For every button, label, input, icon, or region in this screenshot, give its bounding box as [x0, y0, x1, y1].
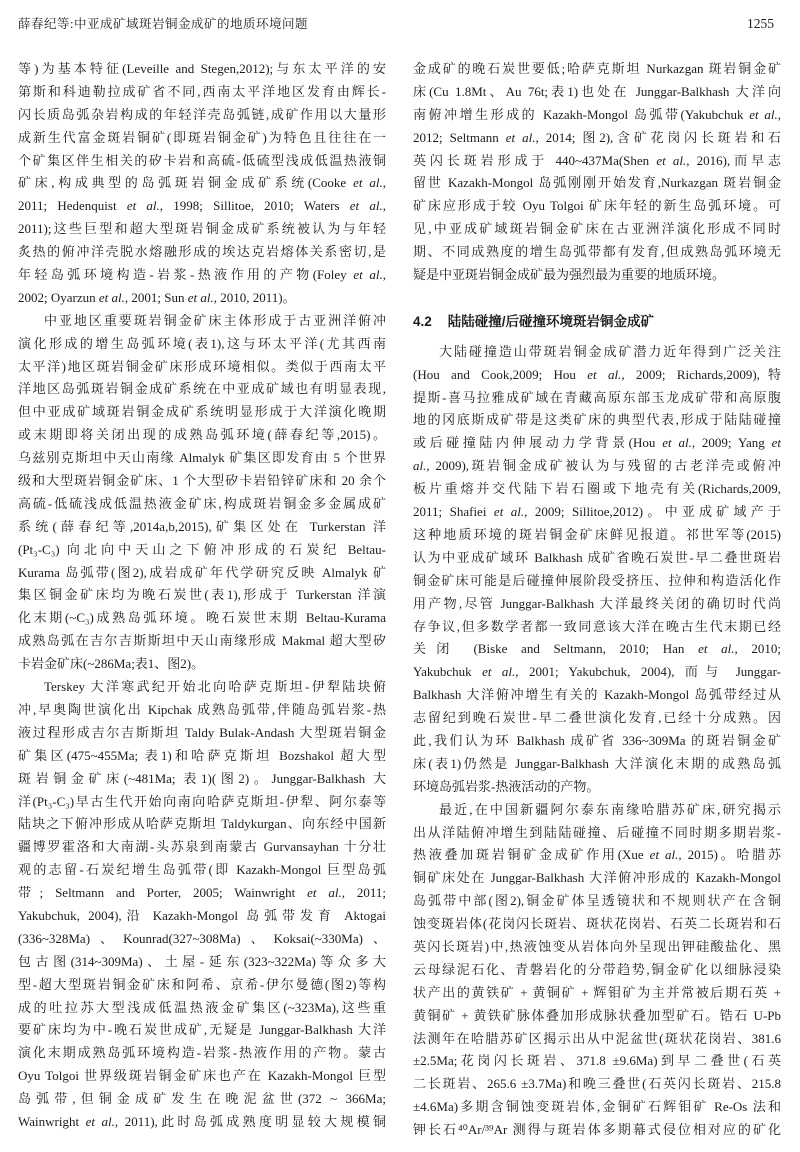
text-line: 这种地质环境的斑岩铜金矿床鲜见报道。祁世军等(2015)	[413, 526, 781, 542]
text-line: 床(表1)仍然是 Junggar-Balkhash 大洋演化末期的成熟岛弧	[413, 755, 781, 771]
paragraph	[18, 58, 386, 310]
text-line: 二长斑岩、265.6 ±3.7Ma)和晚三叠世(石英闪长斑岩、215.8	[413, 1076, 781, 1092]
section-heading	[413, 311, 781, 334]
text-line: 冲,早奥陶世演化出 Kipchak 成熟岛弧带,伴随岛弧岩浆-热	[18, 701, 386, 717]
text-line: 岛弧带中部(图2),铜金矿体呈透镜状和不规则状产在含铜	[413, 893, 781, 909]
text-line: 乌兹别克斯坦中天山南缘 Almalyk 矿集区即发育由 5 个世界	[18, 450, 386, 466]
text-line: 地的冈底斯成矿带是这类矿床的典型代表,形成于陆陆碰撞	[413, 412, 781, 428]
text-line: 或后碰撞陆内伸展动力学背景(Hou et al., 2009; Yang et	[413, 435, 781, 451]
text-line: 岛弧带,但铜金成矿发生在晚泥盆世(372 ~ 366Ma;	[18, 1091, 386, 1107]
text-line: 此,我们认为环 Balkhash 成矿省 336~309Ma 的斑岩铜金矿	[413, 732, 781, 748]
text-line: 液过程形成吉尔吉斯斯坦 Taldy Bulak-Andash 大型斑岩铜金	[18, 724, 386, 740]
text-line: 黄铜矿 + 黄铁矿脉体叠加形成脉状叠加型矿石。锆石 U-Pb	[413, 1007, 781, 1023]
text-line: 成熟岛弧在吉尔吉斯斯坦中天山南缘形成 Makmal 超大型矽	[18, 633, 386, 649]
text-line: 型-超大型斑岩铜金矿床和阿希、京希-伊尔曼德(图2)等构	[18, 976, 386, 992]
text-line: 洋(Pt₃-C₃)早古生代开始向南向哈萨克斯坦-伊犁、阿尔泰等	[18, 793, 386, 809]
text-line: 环境岛弧岩浆-热液活动的产物。	[413, 778, 600, 794]
text-line: 中亚地区重要斑岩铜金矿床主体形成于古亚洲洋俯冲	[44, 312, 386, 328]
text-line: 英闪长斑岩形成于 440~437Ma(Shen et al., 2016),而早志	[413, 152, 781, 168]
paragraph	[413, 341, 781, 799]
section-title: 陆陆碰撞/后碰撞环境斑岩铜金成矿	[447, 313, 655, 329]
text-line: 提斯-喜马拉雅成矿域在青藏高原东部玉龙成矿带和高原腹	[413, 389, 781, 405]
paragraph	[413, 58, 781, 287]
text-line: 矿床,构成典型的岛弧斑岩铜金成矿系统(Cooke et al.,	[18, 175, 386, 191]
text-line: ±4.6Ma)多期含铜蚀变斑岩体,金铜矿石辉钼矿 Re-Os 法和	[413, 1099, 781, 1115]
text-line: 2002; Oyarzun et al., 2001; Sun et al., 2010, 2011)。	[18, 289, 296, 305]
text-line: 要矿床均为中-晚石炭世成矿,无疑是 Junggar-Balkhash 大洋	[18, 1022, 386, 1038]
text-line: 大陆碰撞造山带斑岩铜金成矿潜力近年得到广泛关注	[439, 343, 781, 359]
text-line: 出从洋陆俯冲增生到陆陆碰撞、后碰撞不同时期多期岩浆-	[413, 824, 781, 840]
text-line: 蚀变斑岩体(花岗闪长斑岩、斑状花岗岩、石英二长斑岩和石	[413, 916, 781, 932]
text-line: 高硫-低硫浅成低温热液金矿床,构成斑岩铜金多金属成矿	[18, 495, 386, 511]
text-line: 见,中亚成矿域斑岩铜金矿床在古亚洲洋演化形成不同时	[413, 221, 781, 237]
text-line: 2011; Shafiei et al., 2009; Sillitoe,2012)。中亚成矿域产于	[413, 504, 781, 520]
text-line: 但中亚成矿域斑岩铜金成矿系统明显形成于大洋演化晚期	[18, 404, 386, 420]
text-line: 斑岩铜金矿床(~481Ma; 表1)(图2)。Junggar-Balkhash 大	[18, 770, 386, 786]
text-line: 包古图(314~309Ma)、土屋-延东(323~322Ma)等众多大	[18, 953, 386, 969]
text-line: 第斯和科迪勒拉成矿省不同,西南太平洋地区发育由辉长-	[18, 83, 386, 99]
left-column	[18, 58, 386, 1134]
right-column	[413, 58, 781, 1142]
text-line: 等)为基本特征(Leveille and Stegen,2012);与东太平洋的安	[18, 61, 386, 76]
paragraph	[18, 676, 386, 1134]
text-line: (336~328Ma)、Kounrad(327~308Ma)、Koksai(~330Ma)、	[18, 930, 386, 946]
text-line: 集区铜金矿床均为晚石炭世(表1),形成于 Turkerstan 洋演	[18, 587, 386, 603]
text-line: 卡岩金矿床(~286Ma;表1、图2)。	[18, 656, 205, 672]
text-line: (Pt₃-C₃) 向北向中天山之下俯冲形成的石炭纪 Beltau-	[18, 541, 386, 557]
text-line: 炙热的俯冲洋壳脱水熔融形成的埃达克岩熔体关系密切,是	[18, 244, 386, 260]
text-line: 用产物,尽管 Junggar-Balkhash 大洋最终关闭的确切时代尚	[413, 595, 781, 611]
text-line: 最近,在中国新疆阿尔泰东南缘哈腊苏矿床,研究揭示	[439, 801, 781, 817]
text-line: 疆博罗霍洛和大南湖-头苏泉到南蒙古 Gurvansayhan 十分壮	[18, 839, 386, 855]
text-line: 期、不同成熟度的增生岛弧带都有发育,但成熟岛弧环境无	[413, 244, 781, 260]
text-line: 矿床应形成于较 Oyu Tolgoi 矿床年轻的新生岛弧环境。可	[413, 198, 781, 214]
text-line: 法测年在哈腊苏矿区揭示出从中泥盆世(斑状花岗岩、381.6	[413, 1030, 781, 1046]
section-number: 4.2	[413, 313, 432, 329]
text-line: 洋地区岛弧斑岩铜金成矿系统在中亚成矿域也有明显表现,	[18, 381, 386, 397]
text-line: 存争议,但多数学者都一致同意该大洋在晚古生代末期已经	[413, 618, 781, 634]
text-line: 带; Seltmann and Porter, 2005; Wainwright et al., 2011;	[18, 885, 386, 901]
text-line: 钾长石⁴⁰Ar/³⁹Ar 测得与斑岩体多期幕式侵位相对应的矿化	[413, 1122, 781, 1138]
text-line: 床(Cu 1.8Mt、Au 76t;表1)也处在 Junggar-Balkhash 大洋向	[413, 83, 781, 99]
text-line: 成的吐拉苏大型浅成低温热液金矿集区(~323Ma),这些重	[18, 999, 386, 1015]
text-line: 云母绿泥石化、青磐岩化的分带趋势,铜金矿化以细脉浸染	[413, 961, 781, 977]
text-line: 板片重熔并交代陆下岩石圈或下地壳有关(Richards,2009,	[413, 481, 781, 497]
text-line: 陆块之下俯冲形成从哈萨克斯坦 Taldykurgan、向东经中国新	[18, 816, 386, 832]
text-line: 铜矿床处在 Junggar-Balkhash 大洋俯冲形成的 Kazakh-Mongol	[413, 870, 781, 886]
page-number: 1255	[747, 16, 774, 31]
text-line: 铜金矿床可能是后碰撞伸展阶段受挤压、拉伸和构造活化作	[413, 572, 781, 588]
text-line: 个矿集区伴生相关的矽卡岩和高硫-低硫型浅成低温热液铜	[18, 152, 386, 168]
text-line: Balkhash 大洋俯冲增生有关的 Kazakh-Mongol 岛弧带经过从	[413, 687, 781, 703]
text-line: al., 2009),斑岩铜金成矿被认为与残留的古老洋壳或俯冲	[413, 458, 781, 474]
text-line: 2011);这些巨型和超大型斑岩铜金成矿系统被认为与年轻	[18, 221, 386, 237]
text-line: ±2.5Ma;花岗闪长斑岩、371.8 ±9.6Ma)到早二叠世(石英	[413, 1053, 781, 1069]
text-line: 年轻岛弧环境构造-岩浆-热液作用的产物(Foley et al.,	[18, 267, 386, 283]
page-header	[18, 14, 774, 32]
text-line: 太平洋)地区斑岩铜金矿床形成环境相似。类似于西南太平	[18, 358, 386, 374]
text-line: Kurama 岛弧带(图2),成岩成矿年代学研究反映 Almalyk 矿	[18, 564, 386, 580]
paragraph	[18, 310, 386, 676]
text-line: 状产出的黄铁矿 + 黄铜矿 + 辉钼矿为主并常被后期石英 +	[413, 984, 781, 1000]
text-line: 成新生代富金斑岩铜矿(即斑岩铜金矿)为特色且往往在一	[18, 129, 386, 145]
text-line: 观的志留-石炭纪增生岛弧带(即 Kazakh-Mongol 巨型岛弧	[18, 862, 386, 878]
text-line: Yakubchuk et al., 2001; Yakubchuk, 2004), 而与 Junggar-	[413, 664, 781, 680]
text-line: 矿集区(475~455Ma; 表1)和哈萨克斯坦 Bozshakol 超大型	[18, 747, 386, 763]
text-line: Terskey 大洋寒武纪开始北向哈萨克斯坦-伊犁陆块俯	[44, 679, 386, 695]
text-line: 系统(薛春纪等,2014a,b,2015),矿集区处在 Turkerstan 洋	[18, 518, 386, 534]
text-line: 热液叠加斑岩铜矿金成矿作用(Xue et al., 2015)。哈腊苏	[413, 847, 781, 863]
text-line: Oyu Tolgoi 世界级斑岩铜金矿床也产在 Kazakh-Mongol 巨型	[18, 1068, 386, 1084]
text-line: 演化末期成熟岛弧环境构造-岩浆-热液作用的产物。蒙古	[18, 1045, 386, 1061]
paragraph	[413, 799, 781, 1142]
text-line: 级和大型斑岩铜金矿床、1 个大型矽卡岩铅锌矿床和 20 余个	[18, 473, 386, 489]
text-line: 2011; Hedenquist et al., 1998; Sillitoe, 2010; Waters et al.,	[18, 198, 386, 214]
text-line: Yakubchuk, 2004),沿 Kazakh-Mongol 岛弧带发育 Aktogai	[18, 907, 386, 923]
running-title: 薛春纪等:中亚成矿域斑岩铜金成矿的地质环境问题	[18, 17, 308, 31]
text-line: 认为中亚成矿域环 Balkhash 成矿省晚石炭世-早二叠世斑岩	[413, 549, 781, 565]
text-line: 金成矿的晚石炭世要低;哈萨克斯坦 Nurkazgan 斑岩铜金矿	[413, 61, 781, 76]
text-line: 化末期(~C₃)成熟岛弧环境。晚石炭世末期 Beltau-Kurama	[18, 610, 386, 626]
text-line: 南俯冲增生形成的 Kazakh-Mongol 岛弧带(Yakubchuk et al.,	[413, 106, 781, 122]
text-line: (Hou and Cook,2009; Hou et al., 2009; Richards,2009),特	[413, 366, 781, 382]
text-line: 演化形成的增生岛弧环境(表1),这与环太平洋(尤其西南	[18, 335, 386, 351]
text-line: 2012; Seltmann et al., 2014; 图2),含矿花岗闪长斑岩和石	[413, 129, 781, 145]
text-line: 或末期即将关闭出现的成熟岛弧环境(薛春纪等,2015)。	[18, 427, 386, 443]
text-line: 疑是中亚斑岩铜金成矿最为强烈最为重要的地质环境。	[413, 267, 726, 283]
text-line: Wainwright et al., 2011),此时岛弧成熟度明显较大规模铜	[18, 1113, 386, 1129]
text-line: 关闭 (Biske and Seltmann, 2010; Han et al., 2010;	[413, 641, 781, 657]
text-line: 英闪长斑岩)中,热液蚀变从岩体向外呈现出钾硅酸盐化、黑	[413, 938, 781, 954]
text-line: 志留纪到晚石炭世-早二叠世演化发育,已经十分成熟。因	[413, 710, 781, 726]
text-line: 闪长质岛弧杂岩构成的年轻洋壳岛弧链,成矿作用以大量形	[18, 106, 386, 122]
text-line: 留世 Kazakh-Mongol 岛弧刚刚开始发育,Nurkazgan 斑岩铜金	[413, 175, 781, 191]
